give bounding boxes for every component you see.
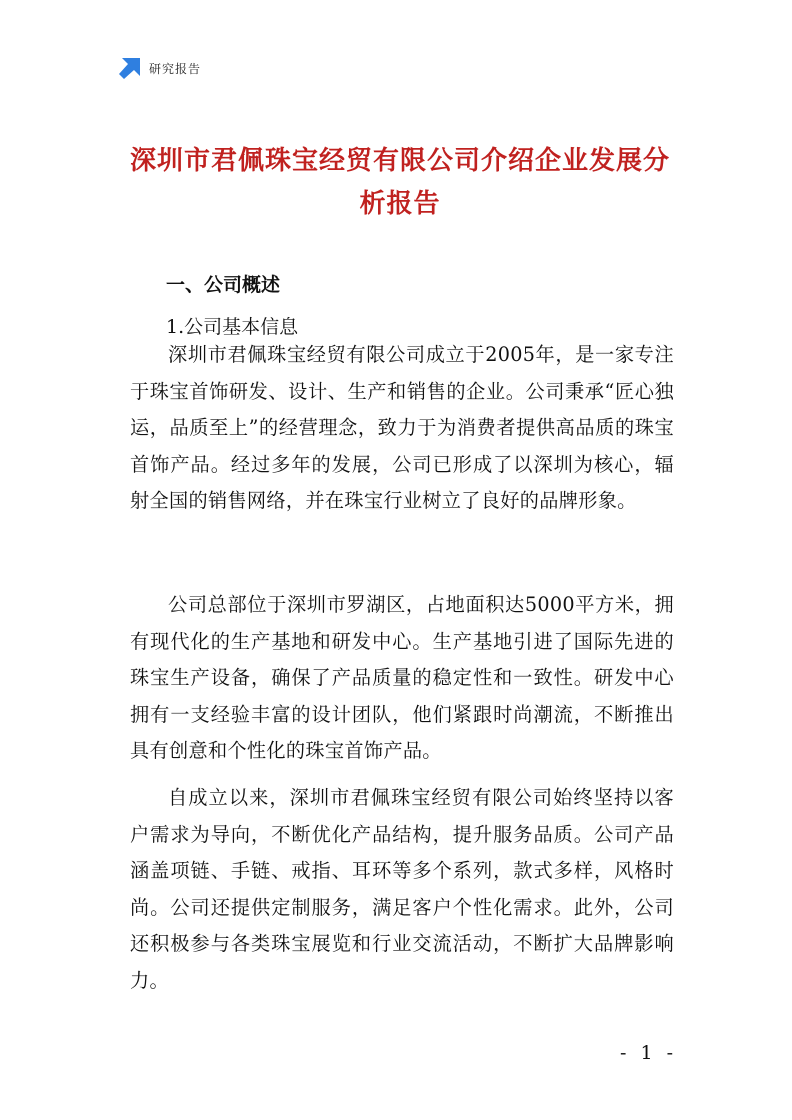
arrow-up-right-icon [119,57,141,79]
subsection-heading: 1.公司基本信息 [166,316,299,338]
body-paragraph: 自成立以来，深圳市君佩珠宝经贸有限公司始终坚持以客户需求为导向，不断优化产品结构，提升服务品质。公司产品涵盖项链、手链、戒指、耳环等多个系列，款式多样，风格时尚。公司还提供定制服务，满足客户个性化需求。此外，公司还积极参与各类珠宝展览和行业交流活动，不断扩大品牌影响力。 [130,786,674,992]
body-paragraph: 公司总部位于深圳市罗湖区，占地面积达5000平方米，拥有现代化的生产基地和研发中心。生产基地引进了国际先进的珠宝生产设备，确保了产品质量的稳定性和一致性。研发中心拥有一支经验丰富的设计团队，他们紧跟时尚潮流，不断推出具有创意和个性化的珠宝首饰产品。 [130,593,674,762]
section-heading: 一、公司概述 [166,274,281,296]
body-paragraph: 深圳市君佩珠宝经贸有限公司成立于2005年，是一家专注于珠宝首饰研发、设计、生产和销售的企业。公司秉承“匠心独运，品质至上”的经营理念，致力于为消费者提供高品质的珠宝首饰产品。经过多年的发展，公司已形成了以深圳为核心，辐射全国的销售网络，并在珠宝行业树立了良好的品牌形象。 [130,343,674,512]
page-number: - 1 - [620,1042,678,1064]
document-title: 深圳市君佩珠宝经贸有限公司介绍企业发展分析报告 [129,146,670,219]
header-label: 研究报告 [149,61,202,76]
report-header [119,57,201,79]
